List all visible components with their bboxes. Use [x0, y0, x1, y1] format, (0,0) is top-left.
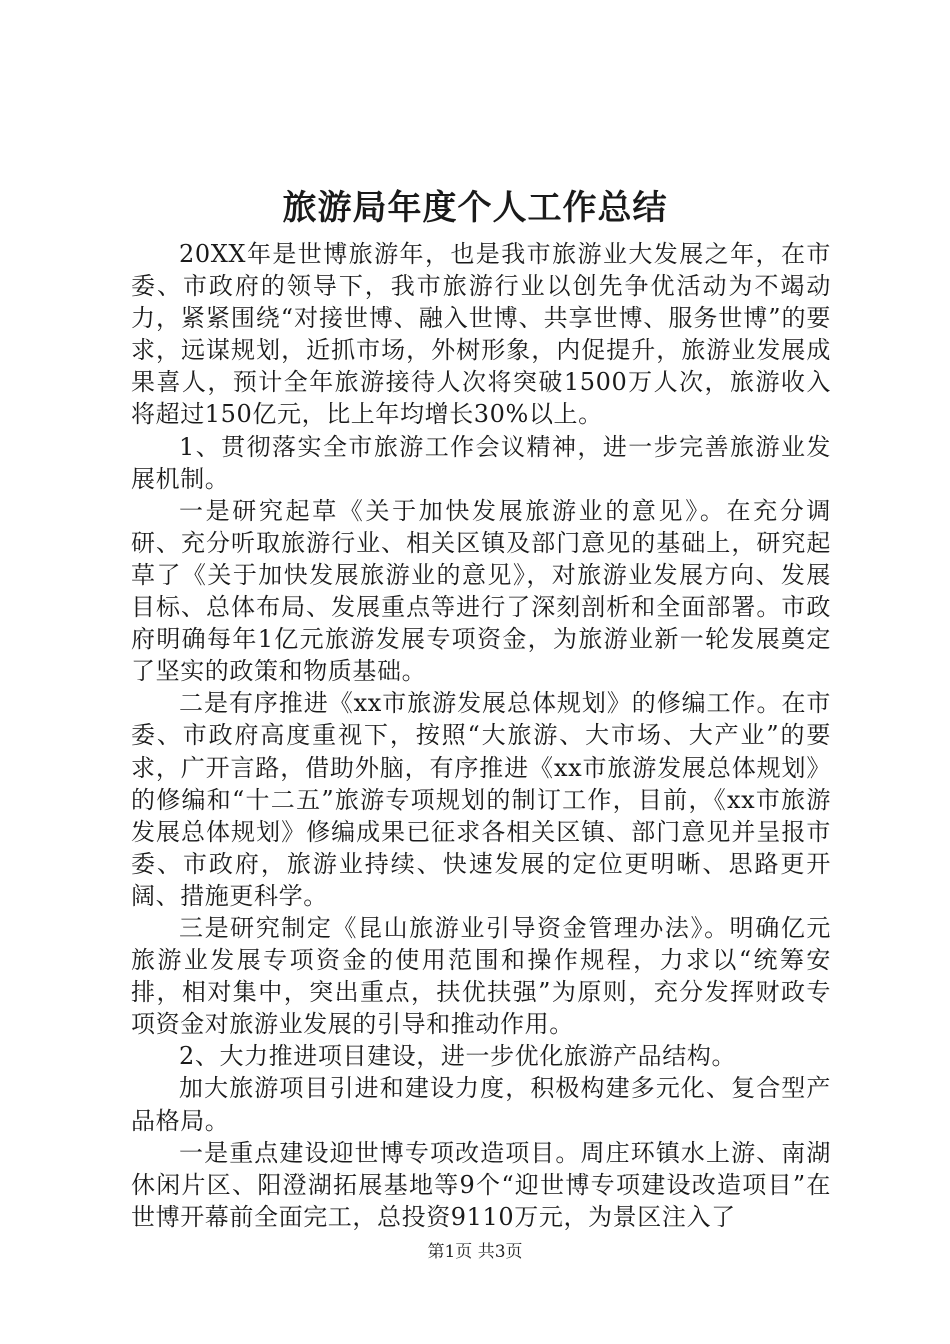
paragraph-section-2-heading: 2、大力推进项目建设，进一步优化旅游产品结构。 — [179, 1042, 737, 1071]
document-body — [131, 238, 831, 1233]
document-title: 旅游局年度个人工作总结 — [282, 188, 668, 228]
page-number-footer: 第1页 共3页 — [427, 1242, 523, 1262]
paragraph-item-3: 三是研究制定《昆山旅游业引导资金管理办法》。明确亿元旅游业发展专项资金的使用范围和操作规程，力求以“统筹安排，相对集中，突出重点，扶优扶强”为原则，充分发挥财政专项资金对旅游业发展的引导和推动作用。 — [131, 913, 831, 1039]
paragraph-section-1-heading: 1、贯彻落实全市旅游工作会议精神，进一步完善旅游业发展机制。 — [131, 432, 831, 493]
paragraph-item-1: 一是研究起草《关于加快发展旅游业的意见》。在充分调研、充分听取旅游行业、相关区镇及部门意见的基础上，研究起草了《关于加快发展旅游业的意见》，对旅游业发展方向、发展目标、总体布局、发展重点等进行了深刻剖析和全面部署。市政府明确每年1亿元旅游发展专项资金，为旅游业新一轮发展奠定了坚实的政策和物质基础。 — [131, 496, 831, 686]
paragraph-intro: 20XX年是世博旅游年，也是我市旅游业大发展之年，在市委、市政府的领导下，我市旅游行业以创先争优活动为不竭动力，紧紧围绕“对接世博、融入世博、共享世博、服务世博”的要求，远谋规划，近抓市场，外树形象，内促提升，旅游业发展成果喜人，预计全年旅游接待人次将突破1500万人次，旅游收入将超过150亿元，比上年均增长30%以上。 — [131, 240, 831, 429]
paragraph-section-2-item-1: 一是重点建设迎世博专项改造项目。周庄环镇水上游、南湖休闲片区、阳澄湖拓展基地等9个“迎世博专项建设改造项目”在世博开幕前全面完工，总投资9110万元，为景区注入了 — [131, 1138, 831, 1231]
paragraph-item-2: 二是有序推进《xx市旅游发展总体规划》的修编工作。在市委、市政府高度重视下，按照“大旅游、大市场、大产业”的要求，广开言路，借助外脑，有序推进《xx市旅游发展总体规划》的修编和“十二五”旅游专项规划的制订工作，目前，《xx市旅游发展总体规划》修编成果已征求各相关区镇、部门意见并呈报市委、市政府，旅游业持续、快速发展的定位更明晰、思路更开阔、措施更科学。 — [131, 689, 831, 910]
paragraph-section-2-intro: 加大旅游项目引进和建设力度，积极构建多元化、复合型产品格局。 — [131, 1074, 831, 1135]
